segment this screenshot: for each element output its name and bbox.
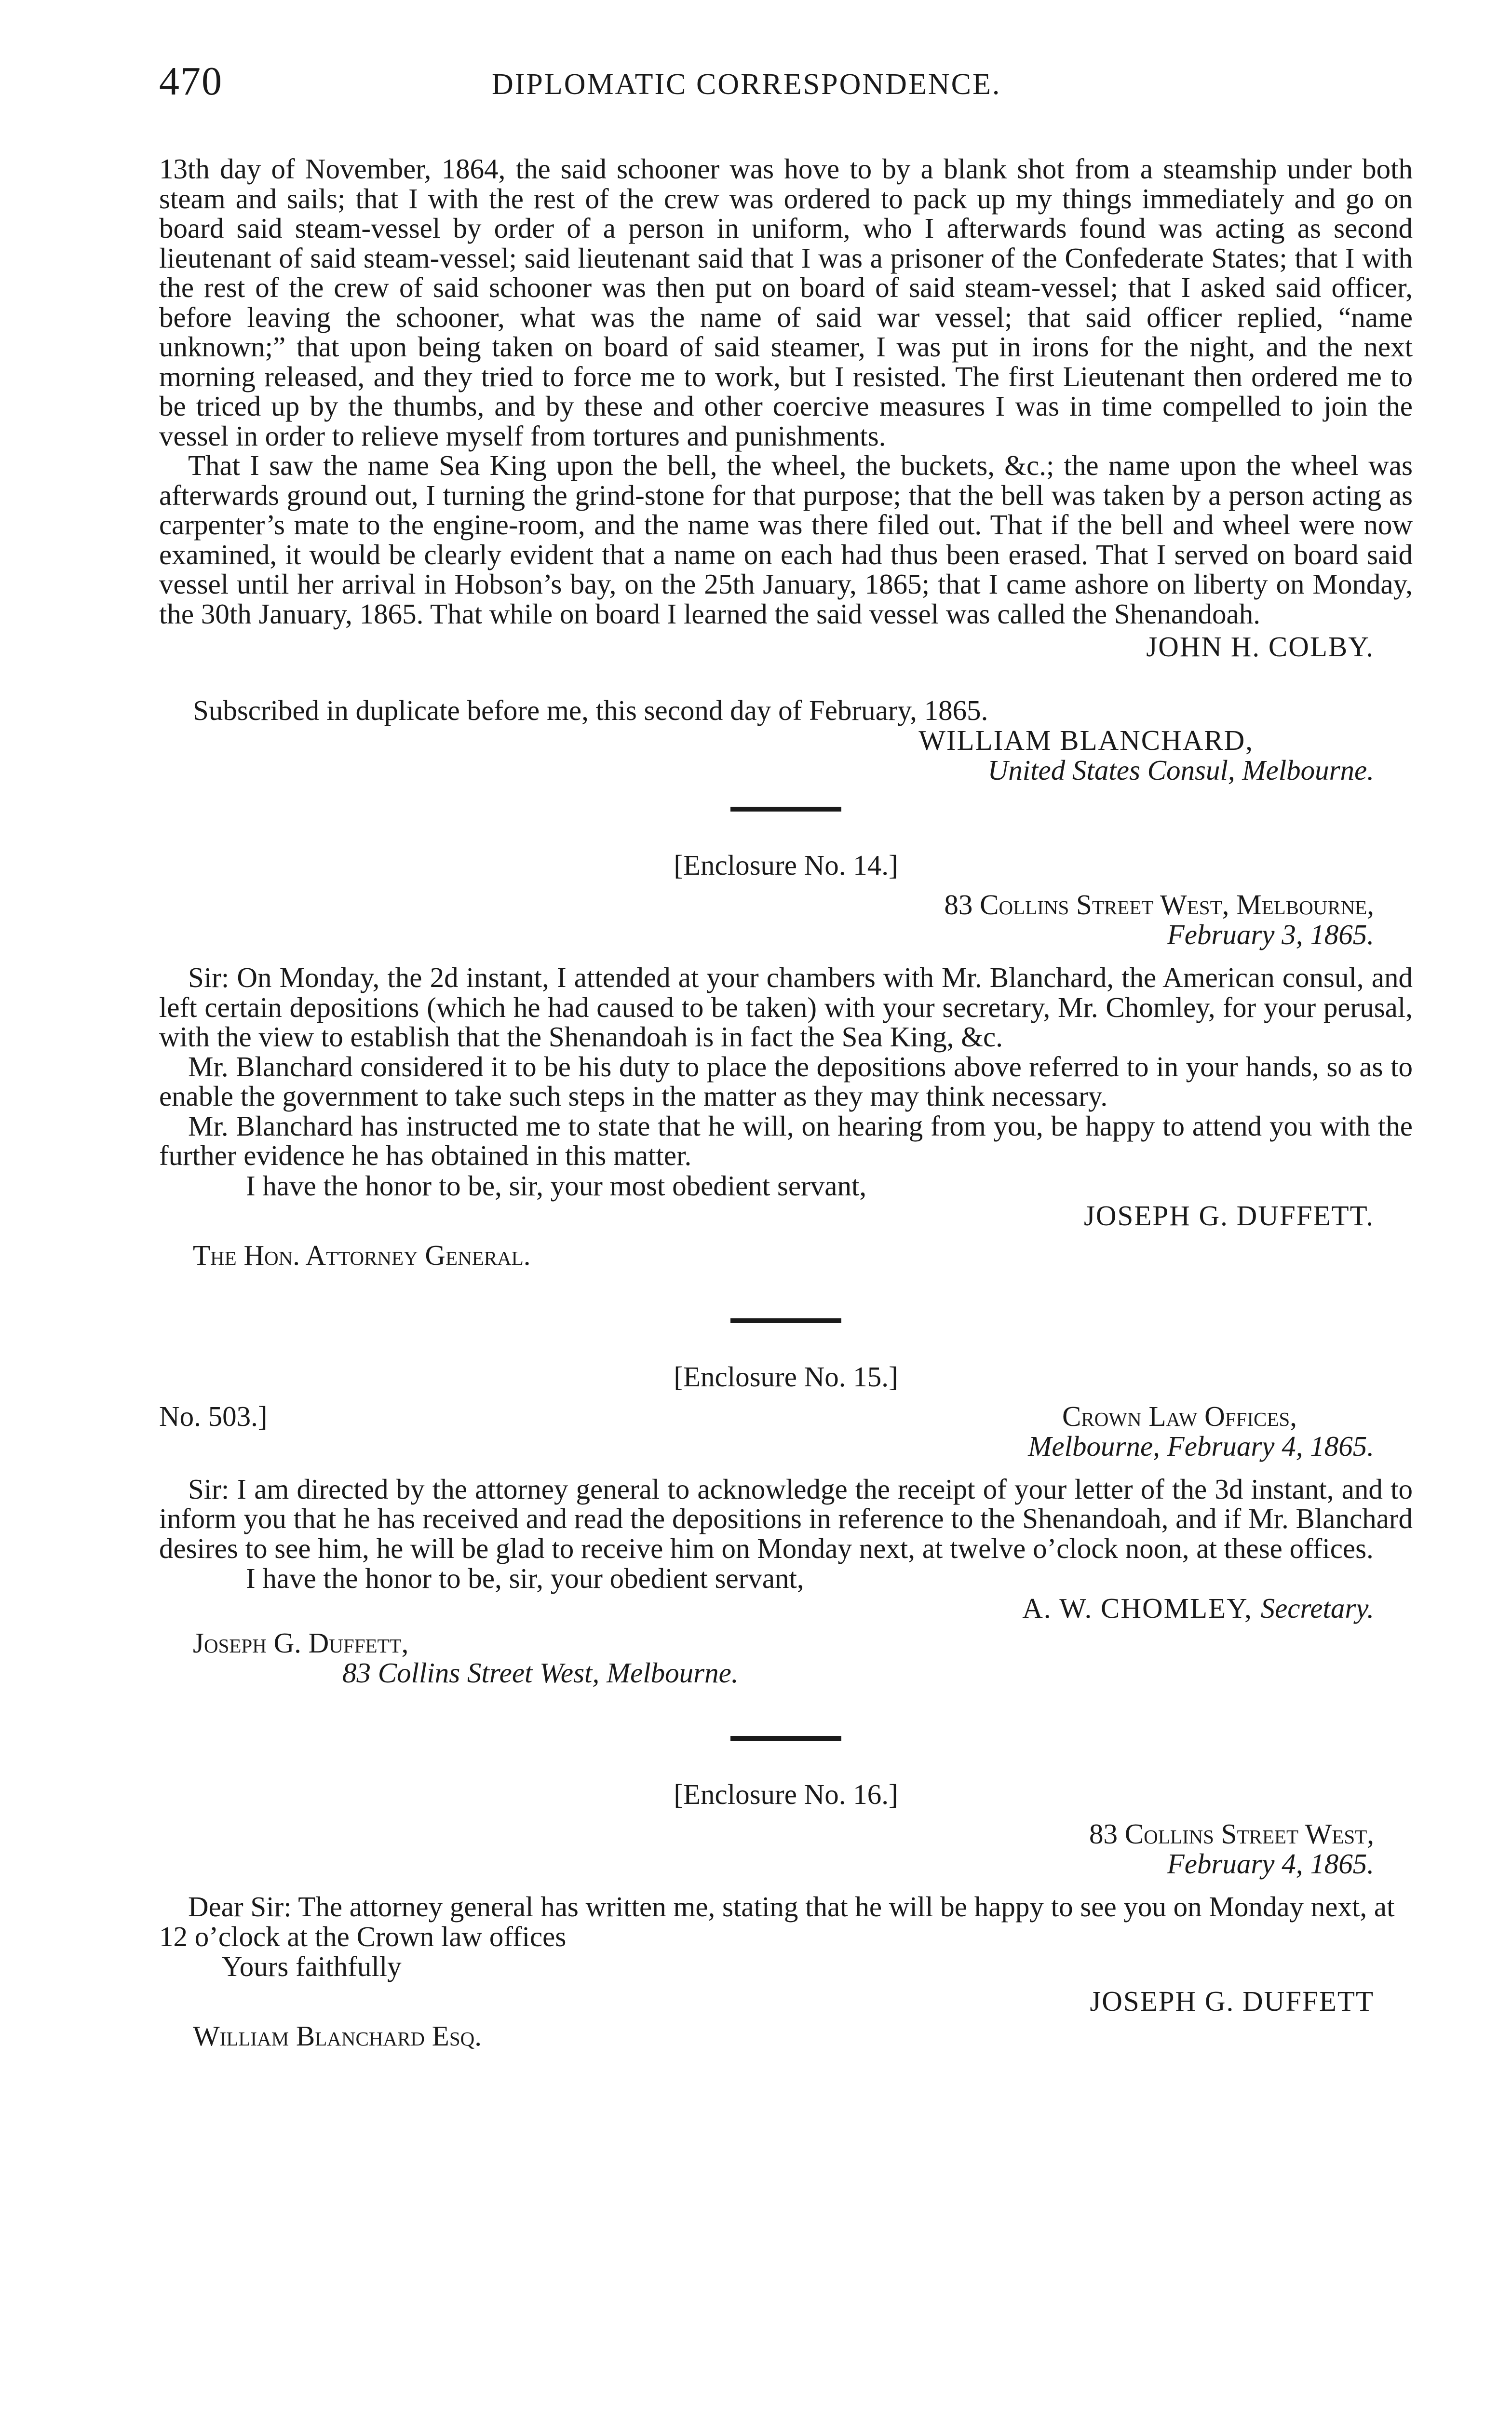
enclosure-14-paragraph-3: Mr. Blanchard has instructed me to state that he will, on hearing from you, be happy to attend you with the further evidence he has obtained in this matter.: [159, 1110, 1413, 1171]
enclosure-15-office: Crown Law Offices,: [1062, 1400, 1297, 1432]
deposition-paragraph-1: 13th day of November, 1864, the said schooner was hove to by a blank shot from a steamship under both steam and sails; that I with the rest of the crew was ordered to pack up my things immediately and go on board said steam-vessel by order of a person in uniform, who I afterwards found was acting as second lieutenant of said steam-vessel; said lieutenant said that I was a prisoner of the Confederate States; that I with the rest of the crew of said schooner was then put on board of said steam-vessel; that I asked said officer, before leaving the schooner, what was the name of said war vessel; that said officer replied, “name unknown;” that upon being taken on board of said steamer, I was put in irons for the night, and the next morning released, and they tried to force me to work, but I resisted. The first Lieutenant then ordered me to be triced up by the thumbs, and by these and other coercive measures I was in time compelled to join the vessel in order to relieve myself from tortures and punishments.: [159, 153, 1413, 452]
enclosure-15-date: Melbourne, February 4, 1865.: [1028, 1430, 1374, 1462]
deposition-paragraph-2: That I saw the name Sea King upon the bell, the wheel, the buckets, &c.; the name upon the wheel was afterwards ground out, I turning the grind-stone for that purpose; that the bell was taken by a person acting as carpenter’s mate to the engine-room, and the name was there filed out. That if the bell and wheel were now examined, it would be clearly evident that a name on each had thus been erased. That I served on board said vessel until her arrival in Hobson’s bay, on the 25th January, 1865; that I came ashore on liberty on Monday, the 30th January, 1865. That while on board I learned the said vessel was called the Shenandoah.: [159, 449, 1413, 630]
enclosure-14-addressee: The Hon. Attorney General.: [193, 1239, 531, 1271]
enclosure-14-paragraph-2: Mr. Blanchard considered it to be his duty to place the depositions above referred to in your hands, so as to enable the government to take such steps in the matter as they may think necessary.: [159, 1050, 1413, 1112]
enclosure-15-heading: [Enclosure No. 15.]: [674, 1360, 898, 1393]
enclosure-15-number: No. 503.]: [159, 1400, 268, 1432]
section-rule: [730, 1318, 841, 1323]
enclosure-15-signature: [159, 1593, 1413, 1623]
witness-title: United States Consul, Melbourne.: [987, 754, 1374, 786]
witness-name: WILLIAM BLANCHARD,: [918, 724, 1254, 756]
enclosure-16-heading: [Enclosure No. 16.]: [674, 1778, 898, 1810]
enclosure-14-paragraph-1: Sir: On Monday, the 2d instant, I attended at your chambers with Mr. Blanchard, the American consul, and left certain depositions (which he had caused to be taken) with your secretary, Mr. Chomley, for your perusal, with the view to establish that the Shenandoah is in fact the Sea King, &c.: [159, 962, 1413, 1053]
enclosure-14-heading: [Enclosure No. 14.]: [674, 849, 898, 881]
enclosure-15-number-row: [159, 1401, 1413, 1431]
document-page: [159, 58, 1413, 2051]
enclosure-14-signature: JOSEPH G. DUFFETT.: [1083, 1199, 1374, 1232]
enclosure-14-date: February 3, 1865.: [1167, 919, 1374, 950]
enclosure-16-address: 83 Collins Street West,: [1089, 1818, 1374, 1850]
enclosure-16-signature: JOSEPH G. DUFFETT: [1090, 1985, 1374, 2017]
enclosure-15-signature-name: A. W. CHOMLEY,: [1022, 1592, 1253, 1624]
enclosure-14-address: 83 Collins Street West, Melbourne,: [944, 889, 1374, 921]
enclosure-16-paragraph-1: Dear Sir: The attorney general has written me, stating that he will be happy to see you on Monday next, at 12 o’clock at the Crown law offices: [159, 1891, 1395, 1952]
enclosure-14-closing: I have the honor to be, sir, your most obedient servant,: [246, 1169, 867, 1202]
enclosure-15-signature-title: Secretary.: [1260, 1592, 1374, 1624]
subscribed-line: Subscribed in duplicate before me, this second day of February, 1865.: [193, 694, 988, 726]
page-number: 470: [159, 59, 223, 104]
enclosure-15-addressee-name: Joseph G. Duffett,: [193, 1627, 409, 1659]
enclosure-16-date: February 4, 1865.: [1167, 1848, 1374, 1880]
deposition-signature: JOHN H. COLBY.: [1146, 631, 1374, 663]
enclosure-15-addressee-address: 83 Collins Street West, Melbourne.: [342, 1657, 739, 1689]
page-header: [159, 58, 1413, 111]
section-rule: [730, 1736, 841, 1741]
enclosure-16-closing: Yours faithfully: [222, 1950, 402, 1982]
enclosure-15-closing: I have the honor to be, sir, your obedient servant,: [246, 1562, 804, 1594]
enclosure-15-paragraph-1: Sir: I am directed by the attorney general to acknowledge the receipt of your letter of the 3d instant, and to inform you that he has received and read the depositions in reference to the Shenandoah, and if Mr. Blanchard desires to see him, he will be glad to receive him on Monday next, at twelve o’clock noon, at these offices.: [159, 1473, 1413, 1564]
enclosure-16-addressee: William Blanchard Esq.: [193, 2020, 482, 2052]
section-rule: [730, 807, 841, 812]
running-title: DIPLOMATIC CORRESPONDENCE.: [492, 68, 1001, 101]
